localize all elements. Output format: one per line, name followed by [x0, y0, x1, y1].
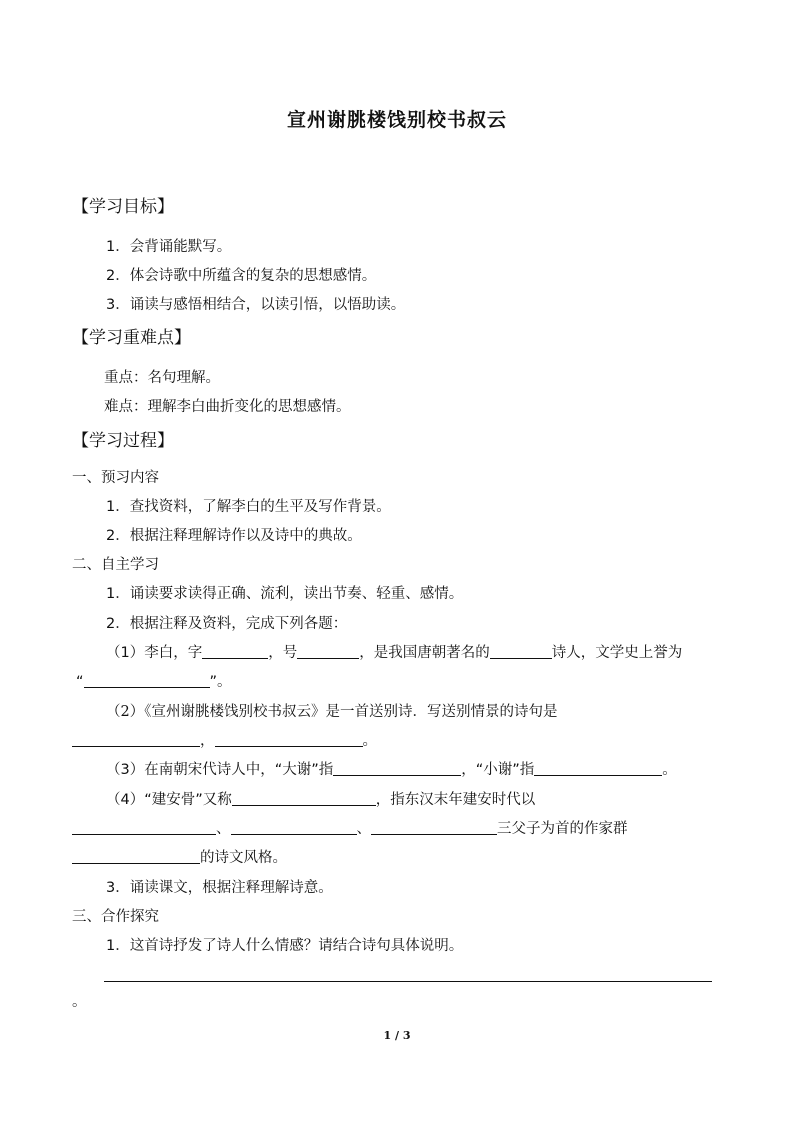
goal-item: 3．诵读与感悟相结合，以读引悟，以悟助读。: [106, 297, 406, 313]
question-2-continued: [72, 729, 377, 750]
question-text: ”。: [209, 674, 232, 690]
blank: [371, 819, 497, 835]
goal-item: 2．体会诗歌中所蕴含的复杂的思想感情。: [106, 268, 377, 284]
page-number: 1 / 3: [383, 1029, 411, 1042]
list-item: 1．这首诗抒发了诗人什么情感？请结合诗句具体说明。: [106, 938, 464, 954]
blank: [231, 819, 357, 835]
blank: [72, 731, 200, 747]
answer-end-mark: 。: [72, 994, 87, 1010]
question-text: 的诗文风格。: [200, 850, 287, 866]
blank: [490, 643, 552, 659]
question-text: 诗人，文学史上誉为: [551, 645, 683, 661]
subsection-title: 一、预习内容: [72, 470, 159, 486]
list-item: 3．诵读课文，根据注释理解诗意。: [106, 880, 333, 896]
question-1-continued: [76, 670, 232, 691]
question-text: ，是我国唐朝著名的: [359, 645, 490, 661]
blank: [215, 731, 363, 747]
list-item: 1．诵读要求读得正确、流利，读出节奏、轻重、感情。: [106, 586, 464, 602]
focus-difficult: 难点：理解李白曲折变化的思想感情。: [104, 399, 351, 415]
question-text: ，: [200, 733, 215, 749]
blank: [84, 672, 210, 688]
blank: [232, 790, 376, 806]
blank: [72, 848, 200, 864]
question-4-end: [72, 846, 287, 867]
blank: [534, 760, 662, 776]
subsection-title: 二、自主学习: [72, 557, 159, 573]
blank: [72, 819, 216, 835]
question-4-continued: [72, 817, 628, 838]
question-4: [106, 788, 535, 809]
question-text: ，“小谢”指: [461, 762, 535, 778]
question-text: （4）“建安骨”又称: [106, 792, 232, 808]
blank: [333, 760, 461, 776]
goal-item: 1．会背诵能默写。: [106, 239, 232, 255]
section-heading-goals: 【学习目标】: [72, 197, 174, 217]
blank: [297, 643, 359, 659]
question-text: 。: [362, 733, 377, 749]
section-heading-focus: 【学习重难点】: [72, 328, 191, 348]
question-3: [106, 758, 677, 779]
answer-line: [104, 981, 712, 982]
question-text: 三父子为首的作家群: [497, 821, 628, 837]
blank: [202, 643, 268, 659]
question-text: ，指东汉末年建安时代以: [375, 792, 536, 808]
page-title: 宣州谢朓楼饯别校书叔云: [286, 109, 507, 131]
list-item: 1．查找资料，了解李白的生平及写作背景。: [106, 499, 391, 515]
list-item: 2．根据注释理解诗作以及诗中的典故。: [106, 528, 362, 544]
question-1: [106, 641, 682, 662]
question-text: 、: [356, 821, 371, 837]
section-heading-process: 【学习过程】: [72, 431, 174, 451]
question-text: “: [76, 674, 84, 690]
question-text: （1）李白，字: [106, 645, 203, 661]
question-text: 。: [662, 762, 677, 778]
subsection-title: 三、合作探究: [72, 909, 159, 925]
question-2: （2）《宣州谢朓楼饯别校书叔云》是一首送别诗．写送别情景的诗句是: [106, 704, 558, 720]
focus-key: 重点：名句理解。: [104, 370, 220, 386]
question-text: ，号: [268, 645, 298, 661]
list-item: 2．根据注释及资料，完成下列各题：: [106, 616, 348, 632]
question-text: （3）在南朝宋代诗人中，“大谢”指: [106, 762, 334, 778]
question-text: 、: [216, 821, 231, 837]
